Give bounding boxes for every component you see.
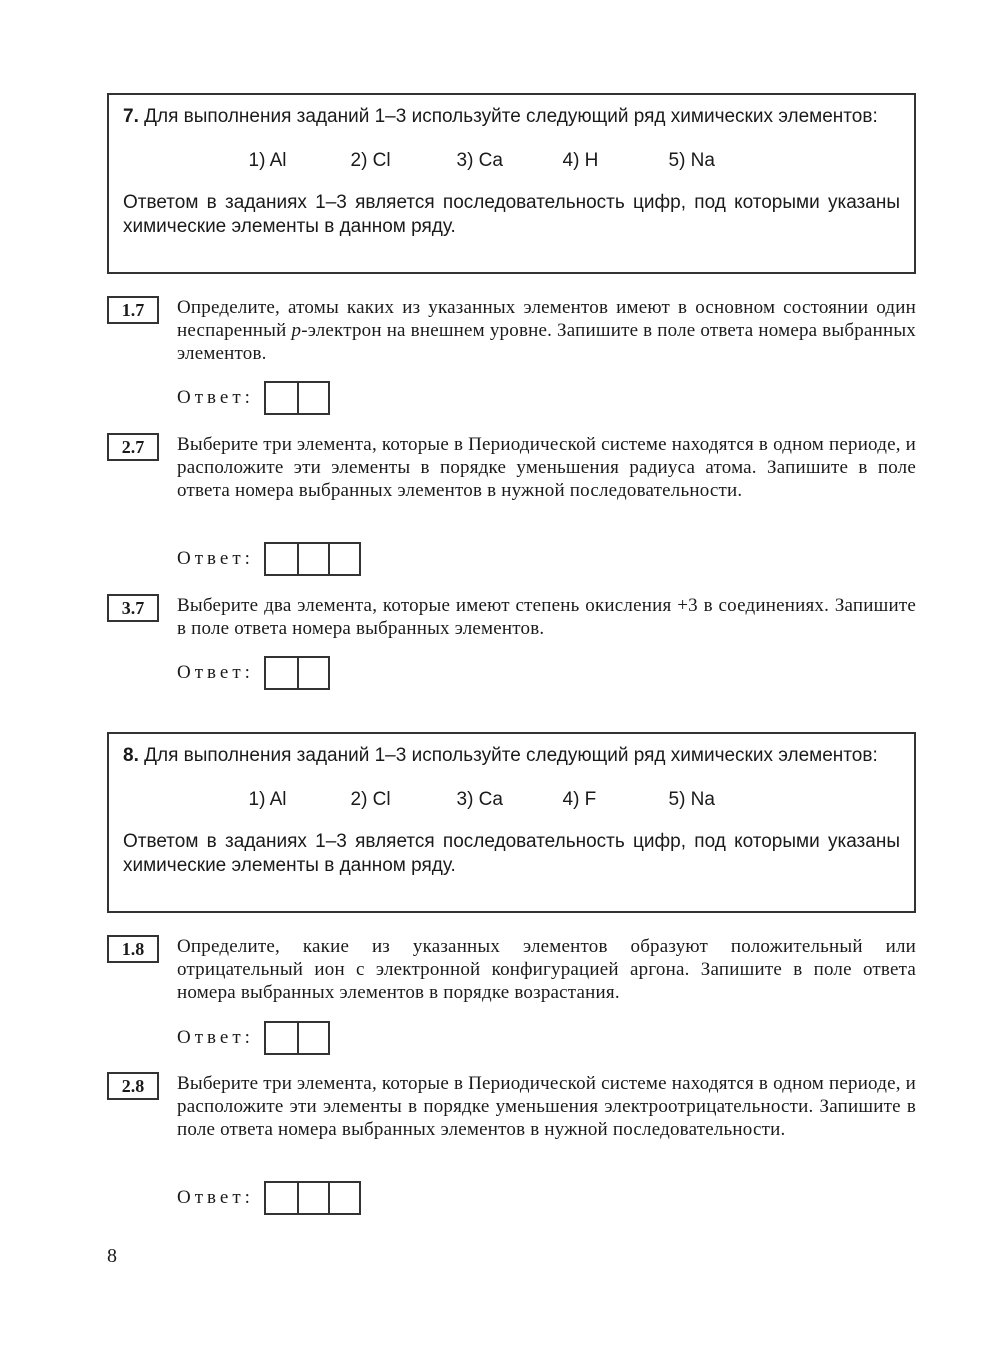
answer-label: Ответ: <box>177 662 254 683</box>
answer-cells[interactable] <box>264 656 330 690</box>
intro-sentence-8: Для выполнения заданий 1–3 используйте следующий ряд химических элементов: <box>144 745 878 766</box>
element-item: 1) Al <box>248 789 287 810</box>
answer-cells[interactable] <box>264 542 361 576</box>
intro-text-8 <box>123 744 900 768</box>
intro-box-8 <box>107 732 916 913</box>
intro-text-7 <box>123 105 900 129</box>
element-item: 3) Ca <box>456 150 503 171</box>
task-text-part: -электрон на внешнем уровне. Запишите в поле ответа номера выбранных элементов. <box>177 320 916 364</box>
answer-cell[interactable] <box>297 658 328 688</box>
answer-cell[interactable] <box>297 544 328 574</box>
element-item: 5) Na <box>668 789 715 810</box>
task-1-8 <box>107 935 916 1004</box>
element-item: 2) Cl <box>350 789 391 810</box>
intro-note-8: Ответом в заданиях 1–3 является последовательность цифр, под которыми указаны химические элементы в данном ряду. <box>123 831 900 876</box>
intro-note-7: Ответом в заданиях 1–3 является последовательность цифр, под которыми указаны химические элементы в данном ряду. <box>123 192 900 237</box>
answer-1-8 <box>177 1021 330 1055</box>
page-number: 8 <box>107 1245 117 1267</box>
task-2-8 <box>107 1072 916 1141</box>
answer-cell[interactable] <box>266 658 297 688</box>
answer-cell[interactable] <box>297 383 328 413</box>
task-text-part: Определите, атомы каких из указанных элементов имеют в основном состоянии один неспаренный <box>177 297 916 341</box>
task-number: 2.8 <box>107 1072 159 1100</box>
task-2-7 <box>107 433 916 502</box>
task-number: 2.7 <box>107 433 159 461</box>
answer-3-7 <box>177 656 330 690</box>
task-text <box>177 296 916 365</box>
intro-sentence-7: Для выполнения заданий 1–3 используйте следующий ряд химических элементов: <box>144 106 878 127</box>
element-item: 2) Cl <box>350 150 391 171</box>
task-number: 1.7 <box>107 296 159 324</box>
answer-cell[interactable] <box>297 1023 328 1053</box>
task-text: Выберите три элемента, которые в Периодической системе находятся в одном периоде, и расположите эти элементы в порядке уменьшения электроотрицательности. Запишите в поле ответа номера выбранных элементов в нужной последовательности. <box>177 1073 916 1140</box>
element-list-7 <box>123 149 900 173</box>
answer-cell[interactable] <box>266 544 297 574</box>
element-item: 3) Ca <box>456 789 503 810</box>
answer-cell[interactable] <box>266 1023 297 1053</box>
answer-label: Ответ: <box>177 387 254 408</box>
element-item: 4) F <box>562 789 597 810</box>
task-text: Выберите три элемента, которые в Периодической системе находятся в одном периоде, и расположите эти элементы в порядке уменьшения радиуса атома. Запишите в поле ответа номера выбранных элементов в нужной последовательности. <box>177 434 916 501</box>
answer-cell[interactable] <box>266 1183 297 1213</box>
answer-cell[interactable] <box>328 1183 359 1213</box>
task-text: Выберите два элемента, которые имеют степень окисления +3 в соединениях. Запишите в поле ответа номера выбранных элементов. <box>177 595 916 639</box>
task-1-7 <box>107 296 916 365</box>
answer-cell[interactable] <box>328 544 359 574</box>
task-text-italic: р <box>291 320 302 341</box>
answer-cells[interactable] <box>264 1021 330 1055</box>
answer-cell[interactable] <box>297 1183 328 1213</box>
block-number-8: 8. <box>123 745 139 766</box>
element-item: 5) Na <box>668 150 715 171</box>
answer-2-8 <box>177 1181 361 1215</box>
intro-box-7 <box>107 93 916 274</box>
answer-cells[interactable] <box>264 381 330 415</box>
task-3-7 <box>107 594 916 640</box>
task-number: 1.8 <box>107 935 159 963</box>
block-number-7: 7. <box>123 106 139 127</box>
element-item: 4) H <box>562 150 599 171</box>
answer-label: Ответ: <box>177 548 254 569</box>
answer-2-7 <box>177 542 361 576</box>
task-text: Определите, какие из указанных элементов образуют положительный или отрицательный ион с электронной конфигурацией аргона. Запишите в поле ответа номера выбранных элементов в порядке возрастания. <box>177 936 916 1003</box>
answer-cell[interactable] <box>266 383 297 413</box>
answer-cells[interactable] <box>264 1181 361 1215</box>
answer-1-7 <box>177 381 330 415</box>
answer-label: Ответ: <box>177 1187 254 1208</box>
task-number: 3.7 <box>107 594 159 622</box>
element-list-8 <box>123 788 900 812</box>
answer-label: Ответ: <box>177 1027 254 1048</box>
element-item: 1) Al <box>248 150 287 171</box>
